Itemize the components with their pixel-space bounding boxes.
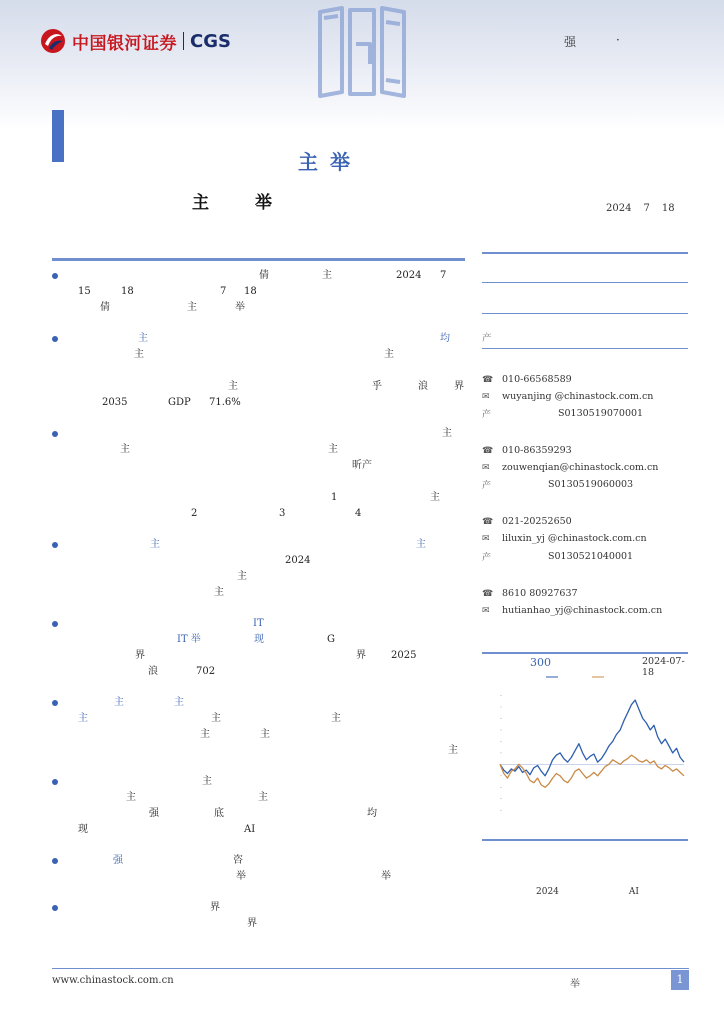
bullet-line [52, 347, 465, 363]
bullet-text: 强 [113, 855, 123, 866]
bullet-line [52, 379, 465, 395]
report-date [606, 203, 675, 214]
bullet-line [52, 632, 465, 648]
bullet-text: 3 [279, 508, 286, 519]
bullet-line [52, 442, 465, 458]
bullet-line [52, 727, 465, 743]
chart-date: 2024-07-18 [642, 656, 685, 678]
summary-bullet [52, 426, 465, 522]
bullet-text: 举 [236, 871, 246, 882]
email-link[interactable]: liluxin_yj @chinastock.com.cn [502, 533, 647, 544]
chart-bottom-rule [482, 839, 688, 841]
bullet-line [52, 395, 465, 411]
envelope-icon: ✉ [482, 462, 490, 473]
report-title-part: 主 [298, 150, 330, 174]
bullet-line [52, 537, 465, 553]
chart-title: 300 [530, 656, 551, 669]
envelope-icon: ✉ [482, 391, 490, 402]
cert-label: 产 [482, 410, 492, 420]
footnote-ai: AI [628, 887, 639, 897]
phone-icon: ☎ [482, 374, 494, 385]
bullet-line [52, 711, 465, 727]
bullet-text: GDP [168, 397, 191, 408]
bullet-text: 主 [150, 539, 160, 550]
envelope-icon: ✉ [482, 605, 490, 616]
bullet-text: 浪 [418, 381, 428, 392]
bullet-line [52, 363, 465, 379]
bullet-text: 界 [356, 650, 366, 661]
bullet-text: 主 [211, 713, 221, 724]
report-subtitle-part: 举 [255, 193, 272, 213]
phone-icon: ☎ [482, 445, 494, 456]
bullet-text: 倩 [259, 270, 269, 281]
bullet-text: AI [244, 824, 256, 835]
summary-bullet [52, 268, 465, 316]
bullet-text: 2024 [285, 555, 311, 566]
panel-rule [482, 348, 688, 349]
header-category: 强 [564, 35, 577, 49]
brand-name-cn: 中国银河证券 [72, 33, 177, 54]
bullet-text: 4 [355, 508, 362, 519]
bullet-text: 7 [220, 286, 227, 297]
bullet-text: IT 举 [177, 634, 201, 645]
cert-number: S0130521040001 [548, 551, 634, 562]
summary-bullet [52, 774, 465, 838]
bullet-text: 主 [138, 333, 148, 344]
cert-label: 产 [482, 553, 492, 563]
bullet-text: 现 [78, 824, 88, 835]
analyst-email[interactable] [482, 605, 662, 616]
bullet-line [52, 553, 465, 569]
bullet-text: 昕产 [352, 460, 372, 471]
bullet-line [52, 695, 465, 711]
email-link[interactable]: hutianhao_yj@chinastock.com.cn [502, 605, 663, 616]
envelope-icon: ✉ [482, 533, 490, 544]
footer-rule [52, 968, 689, 969]
bullet-line [52, 490, 465, 506]
summary-top-rule [52, 258, 465, 261]
cert-label: 产 [482, 481, 492, 491]
summary-bullet [52, 537, 465, 601]
bullet-text: 主 [442, 428, 452, 439]
brand-divider [183, 32, 184, 50]
analyst-phone [482, 374, 572, 385]
bullet-text: 咨 [233, 855, 243, 866]
summary-bullet [52, 853, 465, 885]
analyst-phone [482, 588, 578, 599]
bullet-text: 倩 [100, 302, 110, 313]
bullet-line [52, 806, 465, 822]
bullet-line [52, 426, 465, 442]
bullet-text: 乎 [372, 381, 382, 392]
bullet-line [52, 790, 465, 806]
header-dot: · [616, 33, 620, 47]
summary-bullets [52, 268, 465, 947]
bullet-line [52, 869, 465, 885]
analyst-cert [482, 478, 633, 491]
bullet-text: 702 [196, 666, 216, 677]
bullet-line [52, 664, 465, 680]
bullet-text: 2025 [391, 650, 417, 661]
bullet-text: 界 [135, 650, 145, 661]
bullet-text: 7 [440, 270, 447, 281]
bullet-text: 浪 [148, 666, 158, 677]
footer-label: 举 [570, 979, 580, 990]
analyst-header-label: 产 [482, 333, 492, 344]
analyst-phone [482, 445, 572, 456]
bullet-text: 主 [126, 792, 136, 803]
analyst-email[interactable] [482, 391, 653, 402]
analyst-phone [482, 516, 572, 527]
bullet-line [52, 648, 465, 664]
bullet-text: 强 [149, 808, 159, 819]
bullet-text: 主 [416, 539, 426, 550]
panel-rule [482, 282, 688, 283]
report-title-part: 举 [330, 150, 362, 174]
bullet-text: 举 [381, 871, 391, 882]
bullet-text: 主 [134, 349, 144, 360]
report-subtitle-part: 主 [192, 193, 209, 213]
email-link[interactable]: zouwenqian@chinastock.com.cn [502, 462, 659, 473]
bullet-line [52, 853, 465, 869]
summary-bullet [52, 616, 465, 680]
bullet-line [52, 506, 465, 522]
bullet-line [52, 916, 465, 932]
bullet-text: 主 [78, 713, 88, 724]
bullet-text: 主 [214, 587, 224, 598]
bullet-text: 18 [121, 286, 134, 297]
bullet-text: 71.6% [209, 397, 241, 408]
summary-bullet [52, 331, 465, 411]
bullet-text: 主 [448, 745, 458, 756]
bullet-text: G [327, 634, 335, 645]
cert-number: S0130519070001 [558, 408, 644, 419]
bullet-text: 主 [114, 697, 124, 708]
bullet-text: 主 [322, 270, 332, 281]
phone-number: 010-86359293 [502, 445, 572, 456]
bullet-text: 主 [331, 713, 341, 724]
analyst-email[interactable] [482, 533, 647, 544]
bullet-text: 1 [331, 492, 338, 503]
footer-website-link[interactable]: www.chinastock.com.cn [52, 975, 174, 986]
cert-number: S0130519060003 [548, 479, 634, 490]
report-subtitle [192, 188, 318, 213]
chart-top-rule [482, 652, 688, 654]
bullet-line [52, 822, 465, 838]
phone-number: 021-20252650 [502, 516, 572, 527]
summary-bullet [52, 900, 465, 932]
bullet-text: 主 [174, 697, 184, 708]
cgs-logo-icon [40, 28, 66, 54]
date-month: 7 [643, 203, 650, 214]
bullet-line [52, 331, 465, 347]
bullet-text: 现 [254, 634, 264, 645]
bullet-text: 15 [78, 286, 91, 297]
chart-footnote [536, 887, 639, 897]
bullet-line [52, 300, 465, 316]
brand-name-en: CGS [190, 30, 231, 52]
bullet-text: 主 [260, 729, 270, 740]
page-number: 1 [671, 970, 689, 990]
bullet-line [52, 616, 465, 632]
panel-rule [482, 313, 688, 314]
summary-bullet [52, 695, 465, 759]
bullet-text: 底 [214, 808, 224, 819]
phone-number: 8610 80927637 [502, 588, 578, 599]
bullet-text: 主 [430, 492, 440, 503]
analyst-cert [482, 407, 643, 420]
bullet-text: 主 [258, 792, 268, 803]
bullet-text: 主 [384, 349, 394, 360]
bullet-line [52, 284, 465, 300]
cgs-watermark-graphic [312, 4, 412, 100]
date-day: 18 [661, 203, 675, 214]
report-title [298, 146, 362, 175]
bullet-text: 主 [228, 381, 238, 392]
bullet-text: 界 [247, 918, 257, 929]
bullet-text: 2035 [102, 397, 128, 408]
bullet-line [52, 474, 465, 490]
bullet-line [52, 458, 465, 474]
email-link[interactable]: wuyanjing @chinastock.com.cn [502, 391, 654, 402]
footnote-year: 2024 [536, 887, 559, 897]
title-accent-bar [52, 110, 64, 162]
chart-plot [482, 672, 688, 832]
brand-logo [40, 28, 231, 54]
analyst-email[interactable] [482, 462, 658, 473]
bullet-text: 举 [235, 302, 245, 313]
bullet-text: 主 [237, 571, 247, 582]
phone-icon: ☎ [482, 516, 494, 527]
bullet-text: 界 [454, 381, 464, 392]
bullet-text: 18 [244, 286, 257, 297]
phone-icon: ☎ [482, 588, 494, 599]
bullet-text: 主 [187, 302, 197, 313]
bullet-text: 主 [328, 444, 338, 455]
bullet-line [52, 268, 465, 284]
bullet-text: 均 [440, 333, 450, 344]
bullet-text: 界 [210, 902, 220, 913]
bullet-line [52, 585, 465, 601]
bullet-text: IT [253, 618, 264, 629]
phone-number: 010-66568589 [502, 374, 572, 385]
bullet-text: 2024 [396, 270, 422, 281]
bullet-line [52, 900, 465, 916]
bullet-text: 主 [200, 729, 210, 740]
analyst-cert [482, 550, 633, 563]
bullet-line [52, 774, 465, 790]
bullet-text: 均 [367, 808, 377, 819]
panel-rule [482, 252, 688, 254]
bullet-text: 2 [191, 508, 198, 519]
bullet-text: 主 [202, 776, 212, 787]
bullet-text: 主 [120, 444, 130, 455]
bullet-line [52, 569, 465, 585]
bullet-line [52, 743, 465, 759]
date-year: 2024 [606, 203, 632, 214]
